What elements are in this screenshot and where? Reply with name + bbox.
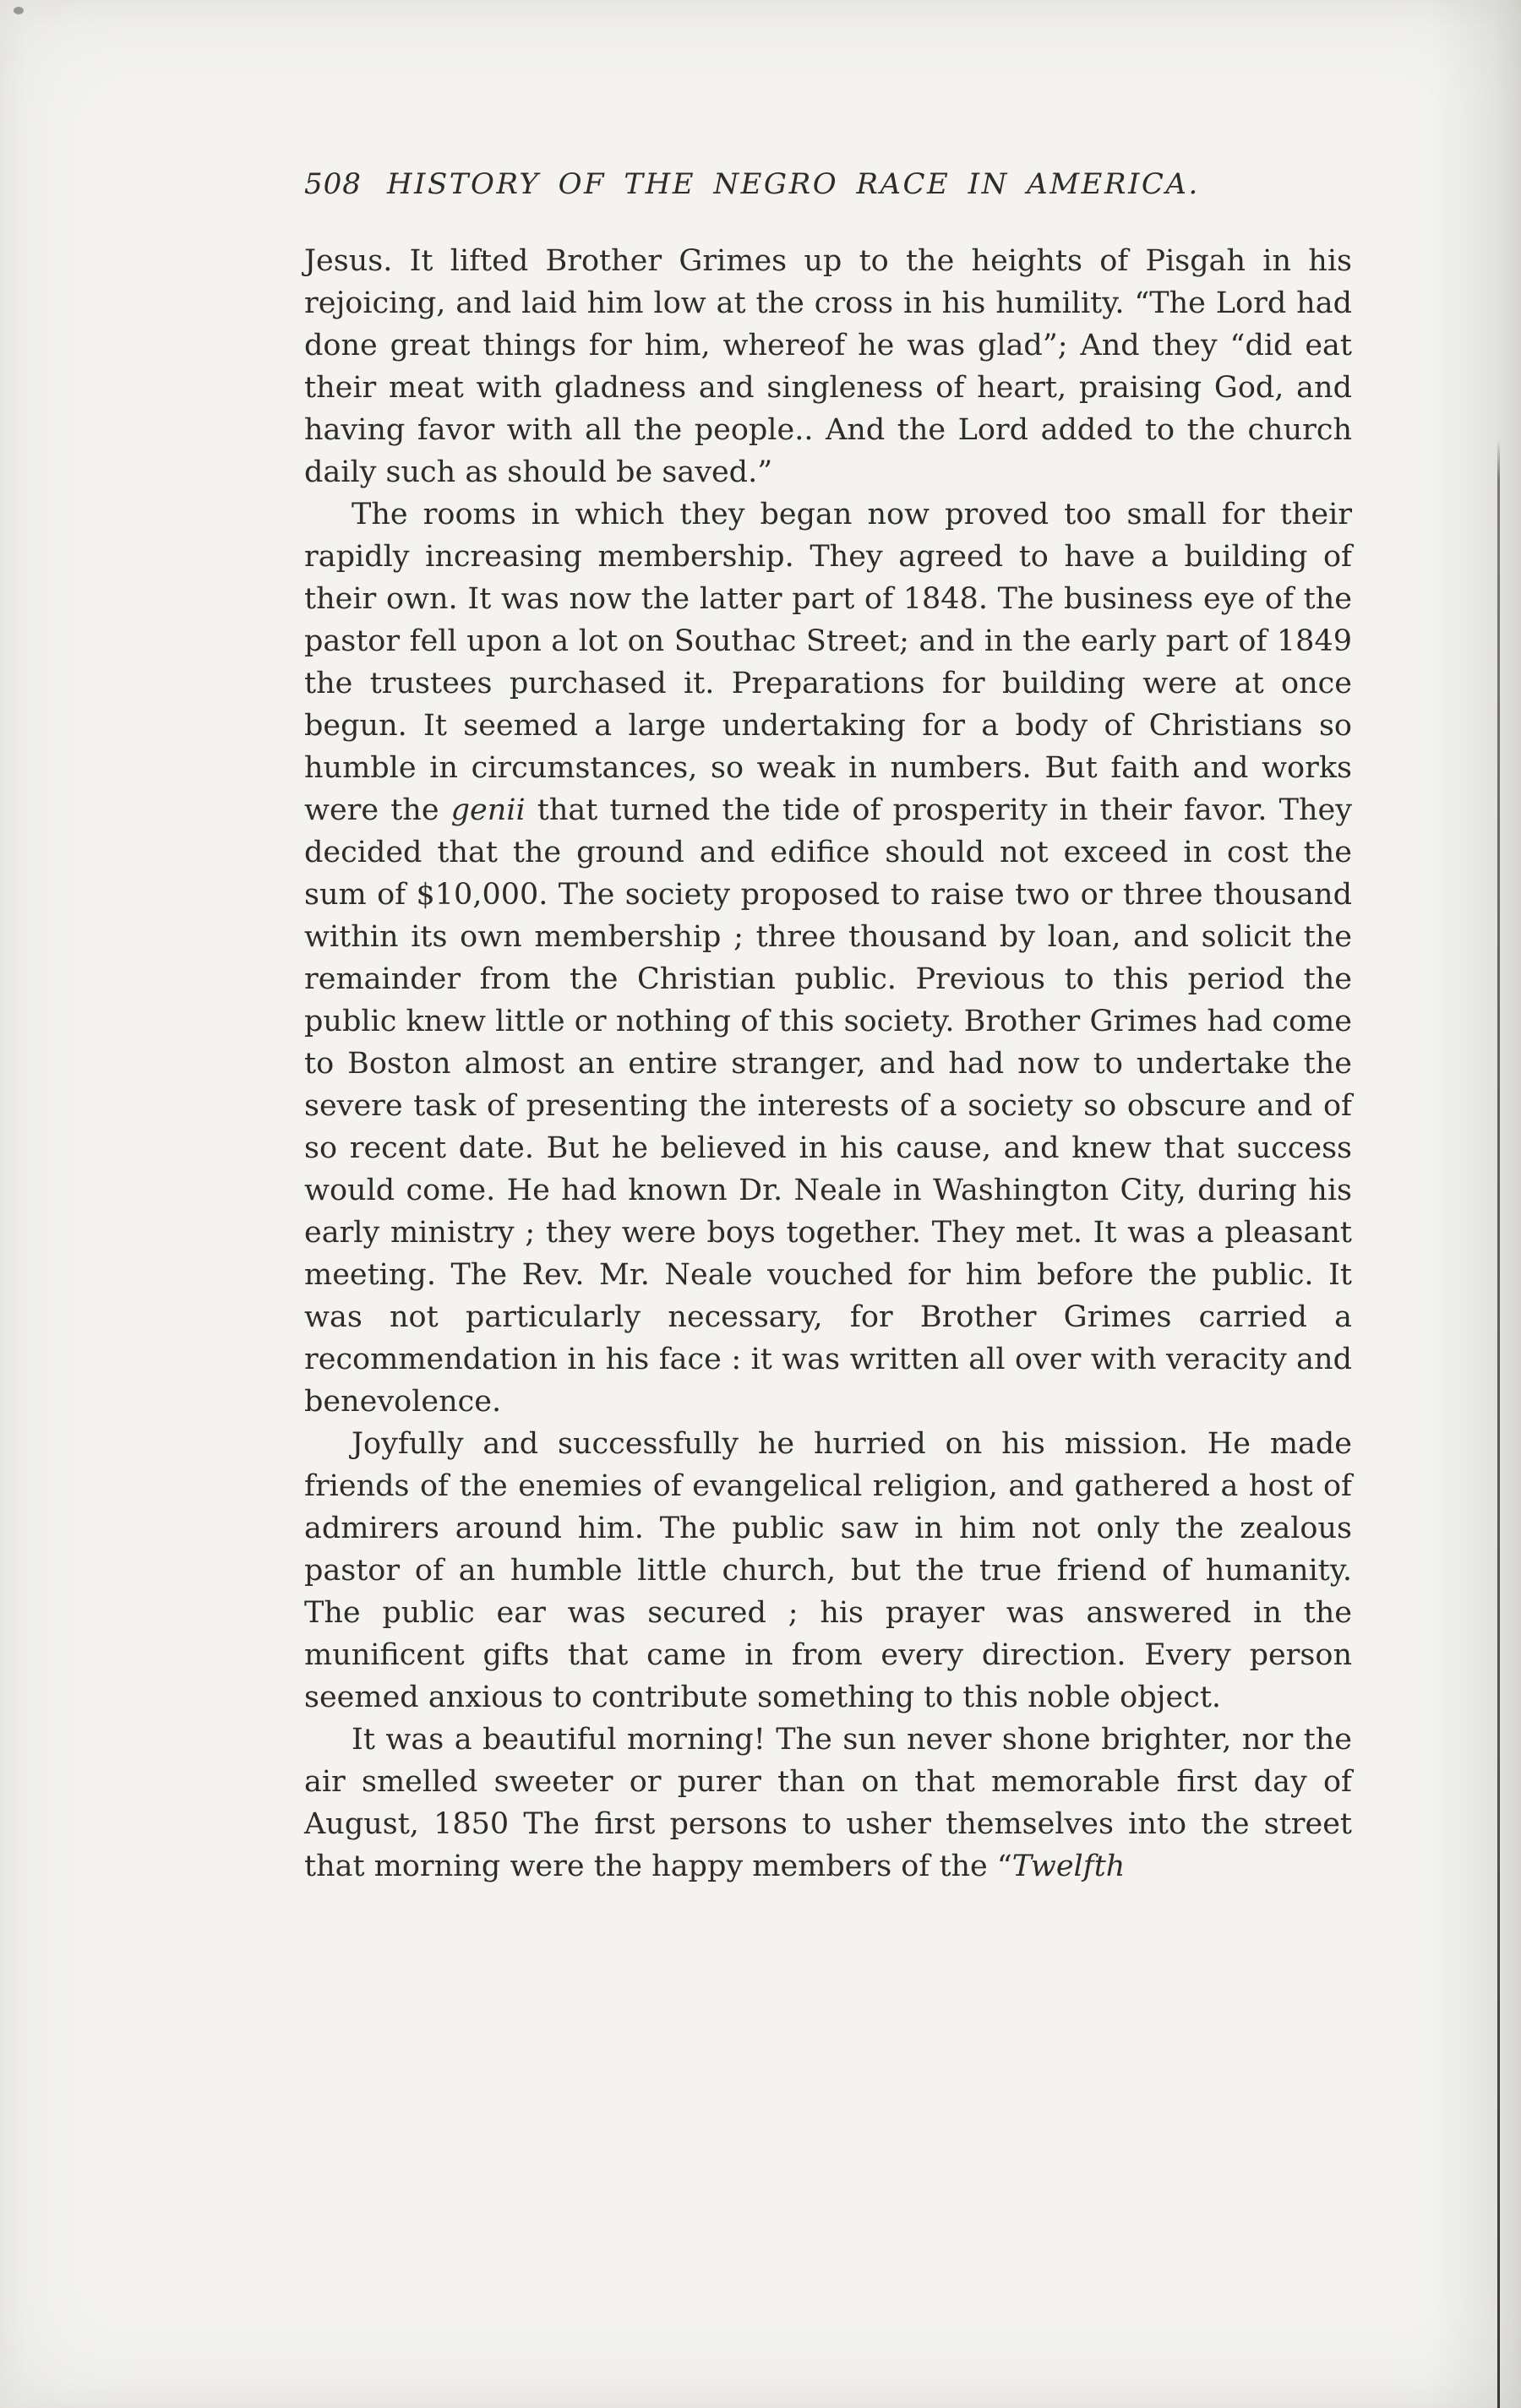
paragraph <box>304 1423 1352 1719</box>
paragraph <box>304 240 1352 493</box>
text-run: Joyfully and successfully he hurried on his mission. He made friends of the enemies of evangelical religion, and gathered a host of admirers around him. The public saw in him not only the zealous pastor of an humble little church, but the true friend of humanity. The public ear was secured ; his prayer was answered in the munificent gifts that came in from every direction. Every person seemed anxious to contribute something to this noble object. <box>304 1427 1352 1714</box>
running-title: HISTORY OF THE NEGRO RACE IN AMERICA. <box>386 167 1200 201</box>
text-block <box>304 167 1352 1888</box>
page-header <box>304 167 1352 201</box>
page-number: 508 <box>304 167 362 201</box>
body-text <box>304 240 1352 1888</box>
text-run: Jesus. It lifted Brother Grimes up to the heights of Pisgah in his rejoicing, and laid him low at the cross in his humility. “The Lord had done great things for him, whereof he was glad”; And they “did eat their meat with gladness and singleness of heart, praising God, and having favor with all the people.. And the Lord added to the church daily such as should be saved.” <box>304 244 1352 489</box>
text-run: that turned the tide of prosperity in their favor. They decided that the ground and edifice should not exceed in cost the sum of $10,000. The society proposed to raise two or three thousand within its own membership ; three thousand by loan, and solicit the remainder from the Christian public. Previous to this period the public knew little or nothing of this society. Brother Grimes had come to Boston almost an entire stranger, and had now to undertake the severe task of presenting the interests of a society so obscure and of so recent date. But he believed in his cause, and knew that success would come. He had known Dr. Neale in Washington City, during his early ministry ; they were boys together. They met. It was a pleasant meeting. The Rev. Mr. Neale vouched for him before the public. It was not particularly necessary, for Brother Grimes carried a recommendation in his face : it was written all over with veracity and benevolence. <box>304 793 1353 1419</box>
page-edge-shadow <box>1428 0 1521 2408</box>
scan-edge-line <box>1497 439 1500 2408</box>
paragraph <box>304 493 1352 1423</box>
paragraph <box>304 1719 1352 1888</box>
italic-run: genii <box>450 793 526 827</box>
italic-run: Twelfth <box>1011 1850 1126 1883</box>
scan-speck <box>14 7 24 14</box>
text-run: It was a beautiful morning! The sun never shone brighter, nor the air smelled sweeter or purer than on that memorable first day of August, 1850 The first persons to usher themselves into the street that morning were the happy members of the “ <box>304 1723 1352 1883</box>
text-run: The rooms in which they began now proved too small for their rapidly increasing membership. They agreed to have a building of their own. It was now the latter part of 1848. The business eye of the pastor fell upon a lot on Southac Street; and in the early part of 1849 the trustees purchased it. Preparations for building were at once begun. It seemed a large undertaking for a body of Christians so humble in circumstances, so weak in numbers. But faith and works were the <box>304 498 1352 827</box>
